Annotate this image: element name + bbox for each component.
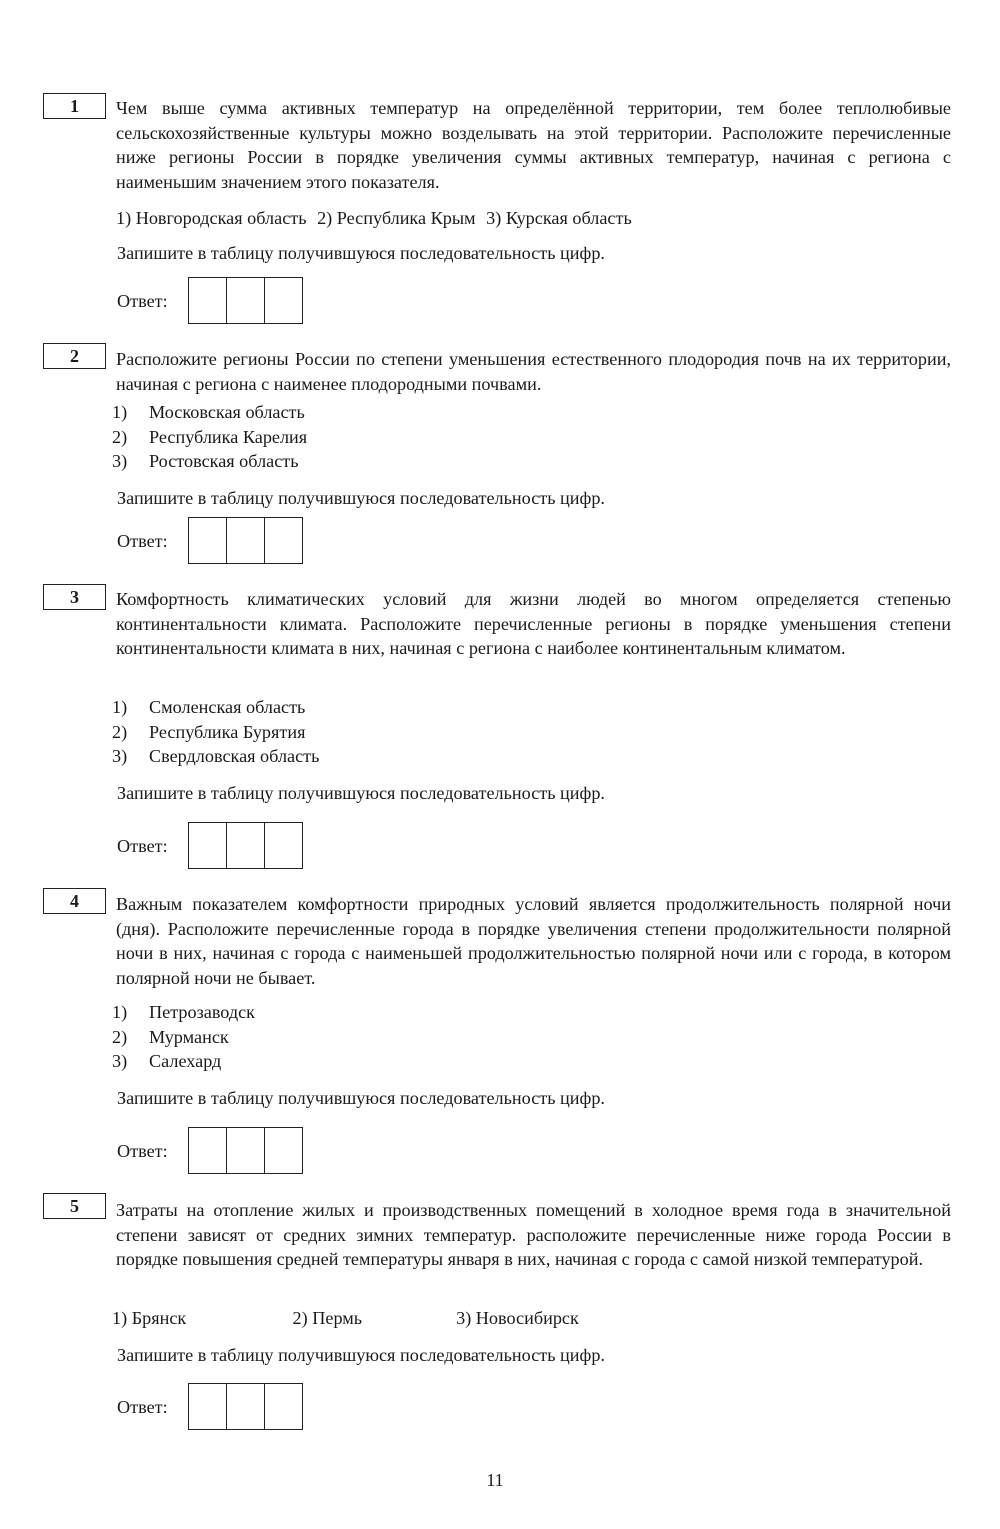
task-number-box: 5 [43, 1193, 106, 1219]
answer-cells [188, 277, 303, 324]
option-1: 1) Новгородская область [116, 208, 307, 228]
answer-cell-3[interactable] [265, 1128, 302, 1173]
option-2: 2) Республика Крым [317, 208, 476, 228]
options-inline [116, 206, 638, 230]
answer-cells [188, 1383, 303, 1430]
answer-cell-2[interactable] [227, 1384, 265, 1429]
task-number-box: 4 [43, 888, 106, 914]
answer-cell-1[interactable] [189, 823, 227, 868]
answer-cells [188, 517, 303, 564]
answer-cell-3[interactable] [265, 823, 302, 868]
answer-cell-2[interactable] [227, 278, 265, 323]
answer-cell-1[interactable] [189, 1128, 227, 1173]
answer-cell-2[interactable] [227, 823, 265, 868]
answer-cell-1[interactable] [189, 518, 227, 563]
answer-label: Ответ: [117, 1141, 168, 1161]
option-1: 1) Петрозаводск [112, 1002, 256, 1022]
option-2: 2) Мурманск [112, 1026, 229, 1047]
answer-cell-3[interactable] [265, 1384, 302, 1429]
option-2: 2) Пермь [292, 1308, 363, 1328]
options-list [112, 400, 307, 474]
task-number-box: 2 [43, 343, 106, 369]
instruction: Запишите в таблицу получившуюся последовательность цифр. [117, 1345, 605, 1365]
options-inline [112, 1306, 585, 1330]
answer-cell-3[interactable] [265, 278, 302, 323]
answer-label: Ответ: [117, 1397, 168, 1417]
option-3: 3) Новосибирск [456, 1308, 579, 1328]
answer-cells [188, 822, 303, 869]
task-text: Комфортность климатических условий для жизни людей во многом определяется степенью континентальности климата. Расположите перечисленные регионы в порядке уменьшения степени континентальности климата в них, начиная с региона с наиболее континентальным климатом. [116, 589, 951, 658]
option-1: 1) Брянск [112, 1308, 187, 1328]
answer-cell-2[interactable] [227, 518, 265, 563]
answer-cells [188, 1127, 303, 1174]
task-text: Расположите регионы России по степени уменьшения естественного плодородия почв на их территории, начиная с региона с наименее плодородными почвами. [116, 349, 951, 394]
page-number: 11 [486, 1470, 504, 1490]
answer-cell-1[interactable] [189, 1384, 227, 1429]
option-3: 3) Курская область [486, 208, 632, 228]
answer-cell-3[interactable] [265, 518, 302, 563]
options-list [112, 1000, 255, 1074]
options-list [112, 695, 319, 769]
option-2: 2) Республика Карелия [112, 426, 308, 447]
task-number-box: 3 [43, 584, 106, 610]
instruction: Запишите в таблицу получившуюся последовательность цифр. [117, 783, 605, 803]
answer-label: Ответ: [117, 836, 168, 856]
instruction: Запишите в таблицу получившуюся последовательность цифр. [117, 243, 605, 263]
option-1: 1) Смоленская область [112, 697, 306, 717]
option-2: 2) Республика Бурятия [112, 721, 306, 742]
option-1: 1) Московская область [112, 402, 305, 422]
option-3: 3) Салехард [112, 1051, 222, 1072]
task-text: Затраты на отопление жилых и производственных помещений в холодное время года в значительной степени зависят от средних зимних температур. расположите перечисленные ниже города России в порядке повышения средней температуры января в них, начиная с города с самой низкой температурой. [116, 1200, 951, 1269]
task-text: Чем выше сумма активных температур на определённой территории, тем более теплолюбивые сельскохозяйственные культуры можно возделывать на этой территории. Расположите перечисленные ниже регионы России в порядке увеличения суммы активных температур, начиная с региона с наименьшим значением этого показателя. [116, 98, 951, 192]
task-number-box: 1 [43, 93, 106, 119]
option-3: 3) Ростовская область [112, 451, 299, 472]
answer-label: Ответ: [117, 531, 168, 551]
instruction: Запишите в таблицу получившуюся последовательность цифр. [117, 1088, 605, 1108]
answer-cell-1[interactable] [189, 278, 227, 323]
task-text: Важным показателем комфортности природных условий является продолжительность полярной ночи (дня). Расположите перечисленные города в порядке увеличения степени продолжительности полярной ночи в них, начиная с города с наименьшей продолжительностью полярной ночи или с города, в котором полярной ночи не бывает. [116, 894, 951, 988]
answer-label: Ответ: [117, 291, 168, 311]
instruction: Запишите в таблицу получившуюся последовательность цифр. [117, 488, 605, 508]
answer-cell-2[interactable] [227, 1128, 265, 1173]
option-3: 3) Свердловская область [112, 746, 320, 767]
